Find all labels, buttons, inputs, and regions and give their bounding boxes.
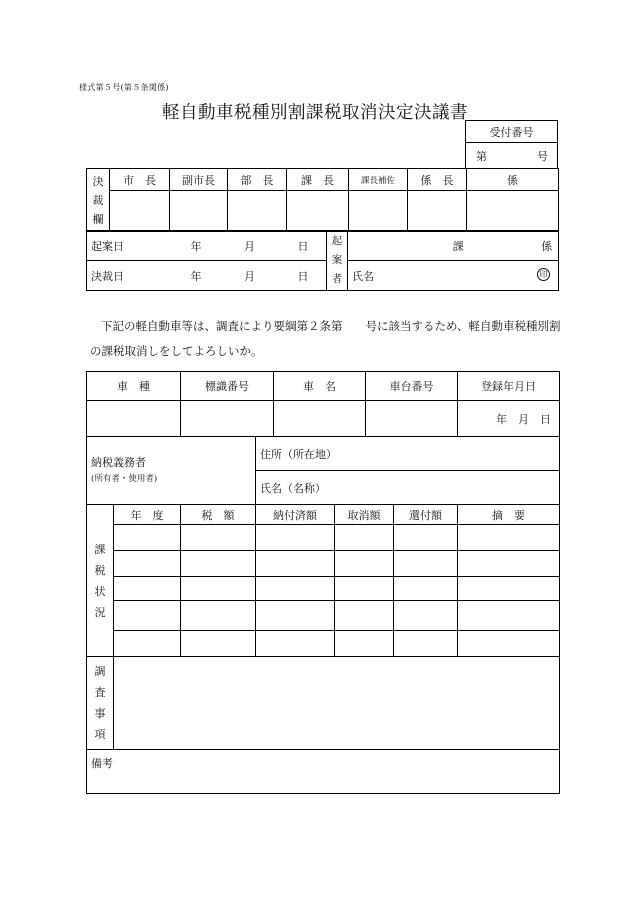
taxpayer-name-field[interactable] <box>256 471 560 505</box>
tax-header-cancelled: 取消額 <box>335 505 394 525</box>
tax-paid-field[interactable] <box>256 631 335 657</box>
tax-header-year: 年 度 <box>114 505 181 525</box>
draft-year: 年 <box>190 239 202 253</box>
vehicle-type-field[interactable] <box>87 401 181 437</box>
reception-suffix: 号 <box>537 149 548 163</box>
stamp-cell-director[interactable] <box>228 191 287 232</box>
page-title: 軽自動車税種別割課税取消決定決議書 <box>162 103 468 123</box>
tax-summary-field[interactable] <box>458 577 560 601</box>
tax-amount-field[interactable] <box>181 551 256 577</box>
vehicle-header-chassis: 車台番号 <box>366 372 458 401</box>
decision-date-label: 決裁日 <box>91 269 124 283</box>
decision-year: 年 <box>190 269 202 283</box>
vehicle-plate-field[interactable] <box>181 401 274 437</box>
decision-day: 日 <box>297 269 309 283</box>
taxpayer-name-label: 氏名（名称） <box>260 481 326 495</box>
vehicle-reg-date-field[interactable]: 年 月 日 <box>458 401 560 437</box>
tax-cancelled-field[interactable] <box>335 551 394 577</box>
reception-number-cell[interactable] <box>466 143 558 169</box>
tax-year-field[interactable] <box>114 525 181 551</box>
request-text: 下記の軽自動車等は、調査により要綱第２条第 号に該当するため、軽自動車税種別割の課税取消しをしてよろしいか。 <box>90 319 561 358</box>
stamp-cell-mayor[interactable] <box>110 191 170 232</box>
drafter-section: 課 <box>452 239 464 253</box>
tax-paid-field[interactable] <box>256 577 335 601</box>
approval-col-deputy-mayor: 副市長 <box>170 169 228 191</box>
tax-summary-field[interactable] <box>458 601 560 631</box>
approval-col-section-chief: 課 長 <box>287 169 349 191</box>
drafter-name-label: 氏名 <box>352 269 374 283</box>
vehicle-header-reg-date: 登録年月日 <box>458 372 560 401</box>
dates-table <box>86 230 559 291</box>
tax-cancelled-field[interactable] <box>335 577 394 601</box>
remarks-label: 備考 <box>91 757 113 770</box>
approval-table <box>86 168 559 232</box>
tax-summary-field[interactable] <box>458 551 560 577</box>
drafter-subsection: 係 <box>541 239 553 253</box>
vehicle-header-type: 車 種 <box>87 372 181 401</box>
tax-header-paid: 納付済額 <box>256 505 335 525</box>
tax-status-side-label: 課 税 状 況 <box>87 505 114 657</box>
approval-col-mayor: 市 長 <box>110 169 170 191</box>
approval-col-assistant-chief: 課長補佐 <box>349 169 408 191</box>
investigation-field[interactable] <box>114 657 560 750</box>
tax-year-field[interactable] <box>114 601 181 631</box>
tax-row <box>87 551 560 577</box>
draft-day: 日 <box>297 239 309 253</box>
taxpayer-label-cell <box>87 437 256 505</box>
seal-icon: 印 <box>537 268 550 281</box>
tax-row <box>87 525 560 551</box>
vehicle-name-field[interactable] <box>274 401 366 437</box>
main-table <box>86 371 560 794</box>
decision-month: 月 <box>244 269 255 283</box>
drafter-name-cell[interactable] <box>348 261 559 291</box>
tax-paid-field[interactable] <box>256 525 335 551</box>
reception-header: 受付番号 <box>466 121 558 143</box>
stamp-cell-staff[interactable] <box>467 191 559 232</box>
approval-col-staff: 係 <box>467 169 559 191</box>
vehicle-chassis-field[interactable] <box>366 401 458 437</box>
tax-cancelled-field[interactable] <box>335 525 394 551</box>
vehicle-header-plate: 標識番号 <box>181 372 274 401</box>
tax-amount-field[interactable] <box>181 601 256 631</box>
reception-box <box>465 120 558 169</box>
tax-cancelled-field[interactable] <box>335 631 394 657</box>
tax-refund-field[interactable] <box>394 551 458 577</box>
stamp-cell-deputy-mayor[interactable] <box>170 191 228 232</box>
remarks-field[interactable] <box>87 750 560 794</box>
drafter-side-label: 起 案 者 <box>327 231 348 291</box>
taxpayer-sub-label: (所有者・使用者) <box>91 473 158 484</box>
tax-header-refund: 還付額 <box>394 505 458 525</box>
draft-date-label: 起案日 <box>91 239 124 253</box>
tax-row <box>87 601 560 631</box>
stamp-cell-section-chief[interactable] <box>287 191 349 232</box>
stamp-cell-unit-chief[interactable] <box>408 191 467 232</box>
tax-amount-field[interactable] <box>181 525 256 551</box>
tax-refund-field[interactable] <box>394 601 458 631</box>
draft-month: 月 <box>244 239 255 253</box>
taxpayer-label: 納税義務者 <box>91 455 146 469</box>
tax-refund-field[interactable] <box>394 577 458 601</box>
taxpayer-address-label: 住所（所在地） <box>260 447 337 461</box>
decision-date-row[interactable] <box>87 261 327 291</box>
approval-col-director: 部 長 <box>228 169 287 191</box>
tax-refund-field[interactable] <box>394 631 458 657</box>
vehicle-header-name: 車 名 <box>274 372 366 401</box>
drafter-section-cell[interactable] <box>348 231 559 261</box>
tax-header-amount: 税 額 <box>181 505 256 525</box>
approval-side-label: 決 裁 欄 <box>87 169 110 232</box>
reception-prefix: 第 <box>476 149 487 163</box>
draft-date-row[interactable] <box>87 231 327 261</box>
investigation-side-label: 調 査 事 項 <box>87 657 114 750</box>
tax-year-field[interactable] <box>114 631 181 657</box>
tax-year-field[interactable] <box>114 577 181 601</box>
tax-summary-field[interactable] <box>458 525 560 551</box>
tax-header-summary: 摘 要 <box>458 505 560 525</box>
tax-cancelled-field[interactable] <box>335 601 394 631</box>
tax-paid-field[interactable] <box>256 551 335 577</box>
tax-refund-field[interactable] <box>394 525 458 551</box>
taxpayer-address-field[interactable] <box>256 437 560 471</box>
form-id: 様式第５号(第５条関係) <box>79 83 169 92</box>
tax-amount-field[interactable] <box>181 577 256 601</box>
tax-row <box>87 631 560 657</box>
tax-paid-field[interactable] <box>256 601 335 631</box>
tax-amount-field[interactable] <box>181 631 256 657</box>
tax-year-field[interactable] <box>114 551 181 577</box>
tax-row <box>87 577 560 601</box>
tax-summary-field[interactable] <box>458 631 560 657</box>
stamp-cell-assistant-chief[interactable] <box>349 191 408 232</box>
approval-col-unit-chief: 係 長 <box>408 169 467 191</box>
